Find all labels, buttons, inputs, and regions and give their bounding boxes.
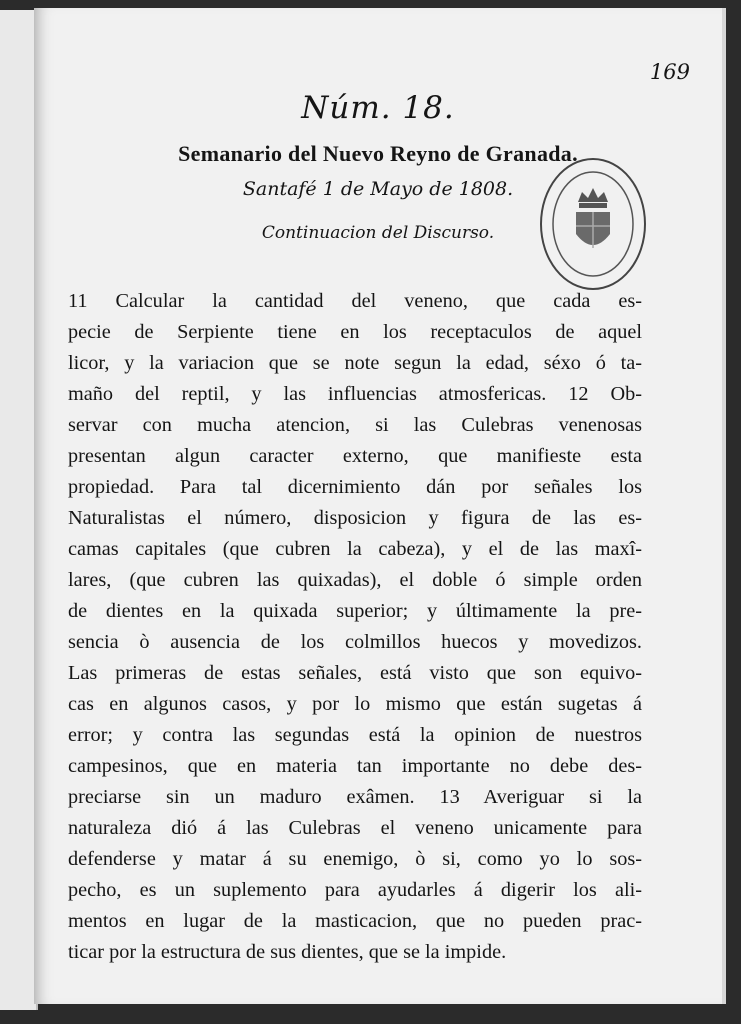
issue-date: Santafé 1 de Mayo de 1808. [242, 178, 514, 200]
body-text [68, 286, 642, 968]
text-line: licor, y la variacion que se note segun la edad, séxo ó ta- [68, 352, 642, 374]
text-line: error; y contra las segundas está la opinion de nuestros [68, 724, 642, 746]
text-line: naturaleza dió á las Culebras el veneno unicamente para [68, 817, 642, 839]
section-subheading: Continuacion del Discurso. [261, 223, 495, 243]
stamp-text [542, 156, 644, 157]
text-line: Naturalistas el número, disposicion y figura de las es- [68, 507, 642, 529]
text-line: lares, (que cubren las quixadas), el doble ó simple orden [68, 569, 642, 591]
text-line: camas capitales (que cubren la cabeza), y el de las maxî- [68, 538, 642, 560]
document-page [34, 8, 726, 1004]
text-line: cas en algunos casos, y por lo mismo que están sugetas á [68, 693, 642, 715]
text-line: mentos en lugar de la masticacion, que no pueden prac- [68, 910, 642, 932]
text-line: de dientes en la quixada superior; y últimamente la pre- [68, 600, 642, 622]
text-line: 11 Calcular la cantidad del veneno, que cada es- [68, 290, 642, 312]
crown-shield-icon [542, 160, 644, 288]
text-line: pecho, es un suplemento para ayudarles á digerir los ali- [68, 879, 642, 901]
facing-page-edge [0, 10, 38, 1010]
text-line: sencia ò ausencia de los colmillos huecos y movedizos. [68, 631, 642, 653]
library-stamp [540, 158, 646, 290]
text-line: pecie de Serpiente tiene en los receptaculos de aquel [68, 321, 642, 343]
text-line: maño del reptil, y las influencias atmosfericas. 12 Ob- [68, 383, 642, 405]
text-line: propiedad. Para tal dicernimiento dán por señales los [68, 476, 642, 498]
text-line: campesinos, que en materia tan importante no debe des- [68, 755, 642, 777]
text-line: Las primeras de estas señales, está visto que son equivo- [68, 662, 642, 684]
text-line: ticar por la estructura de sus dientes, que se la impide. [68, 941, 507, 963]
text-line: preciarse sin un maduro exâmen. 13 Averiguar si la [68, 786, 642, 808]
periodical-title: Semanario del Nuevo Reyno de Granada. [178, 141, 578, 166]
page-number: 169 [649, 60, 690, 84]
text-line: servar con mucha atencion, si las Culebras venenosas [68, 414, 642, 436]
text-line: defenderse y matar á su enemigo, ò si, como yo lo sos- [68, 848, 642, 870]
issue-number: Núm. 18. [301, 90, 455, 126]
text-line: presentan algun caracter externo, que manifieste esta [68, 445, 642, 467]
